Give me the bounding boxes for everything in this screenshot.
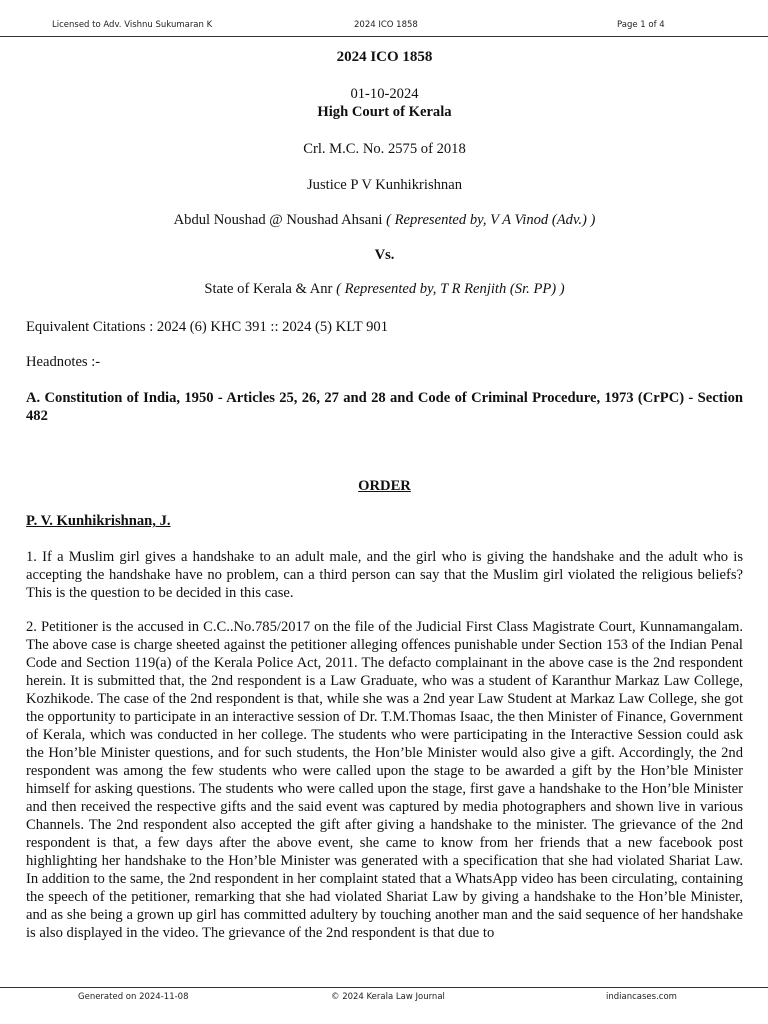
court-name: High Court of Kerala [317, 104, 452, 120]
website-link[interactable]: indiancases.com [606, 992, 677, 1002]
judgment-date: 01-10-2024 [350, 86, 419, 102]
case-number: Crl. M.C. No. 2575 of 2018 [303, 141, 466, 157]
author-judge: P. V. Kunhikrishnan, J. [26, 513, 171, 529]
page-header [0, 20, 768, 36]
order-heading: ORDER [358, 478, 411, 494]
page-footer [0, 992, 768, 1008]
header-citation: 2024 ICO 1858 [354, 20, 418, 30]
document-title: 2024 ICO 1858 [336, 49, 433, 65]
footer-divider [0, 987, 768, 988]
generated-date: Generated on 2024-11-08 [78, 992, 189, 1002]
copyright-text: © 2024 Kerala Law Journal [331, 992, 445, 1002]
petitioner-representation: ( Represented by, V A Vinod (Adv.) ) [386, 212, 596, 228]
paragraph-1: 1. If a Muslim girl gives a handshake to an adult male, and the girl who is giving the handshake and the adult who is accepting the handshake have no problem, can a third person can say that the Muslim girl violated the religious beliefs? This is the question to be decided in this case. [26, 549, 743, 601]
judge-name: Justice P V Kunhikrishnan [307, 177, 462, 193]
headnote-a: A. Constitution of India, 1950 - Articles 25, 26, 27 and 28 and Code of Criminal Procedure, 1973 (CrPC) - Section 482 [26, 390, 743, 424]
respondent-name: State of Kerala & Anr [204, 281, 333, 297]
page-number: Page 1 of 4 [617, 20, 665, 30]
versus-label: Vs. [374, 247, 395, 263]
license-text: Licensed to Adv. Vishnu Sukumaran K [52, 20, 213, 30]
paragraph-2: 2. Petitioner is the accused in C.C..No.785/2017 on the file of the Judicial First Class Magistrate Court, Kunnamangalam. The above case is charge sheeted against the petitioner alleging offences punishable under Section 153 of the Indian Penal Code and Section 119(a) of the Kerala Police Act, 2011. The defacto complainant in the above case is the 2nd respondent herein. It is submitted that, the 2nd respondent is a Law Graduate, who was a student of Karanthur Markaz Law College, Kozhikode. The case of the 2nd respondent is that, while she was a 2nd year Law Student at Markaz Law College, she got the opportunity to participate in an interactive session of Dr. T.M.Thomas Isaac, the then Minister of Finance, Government of Kerala, which was conducted in her college. The students who were participating in the Interactive Session could ask the Hon’ble Minister questions, and for such students, the Hon’ble Minister would also give a gift. Accordingly, the 2nd respondent was among the few students who were called upon the stage to be awarded a gift by the Hon’ble Minister himself for asking questions. The students who were called upon the stage, first gave a handshake to the Hon’ble Minister and then received the respective gifts and the said event was captured by media photographers and shown live in various Channels. The 2nd respondent also accepted the gift after giving a handshake to the minister. The grievance of the 2nd respondent is that, a few days after the above event, she came to know from her friends that a new facebook post highlighting her handshake to the Hon’ble Minister was generated with a specification that she had violated Shariat Law. In addition to the same, the 2nd respondent in her complaint stated that a WhatsApp video has been circulating, containing the speech of the petitioner, remarking that she had violated Shariat Law by giving a handshake to the Hon’ble Minister, and as she being a grown up girl has committed adultery by touching another man and the said sequence of her handshake is also displayed in the video. The grievance of the 2nd respondent is that due to [26, 619, 743, 941]
petitioner-name: Abdul Noushad @ Noushad Ahsani [173, 212, 383, 228]
equivalent-citations: Equivalent Citations : 2024 (6) KHC 391 :: 2024 (5) KLT 901 [26, 319, 388, 335]
respondent-line [26, 280, 743, 298]
respondent-representation: ( Represented by, T R Renjith (Sr. PP) ) [336, 281, 565, 297]
headnotes-label: Headnotes :- [26, 354, 101, 370]
petitioner-line [26, 211, 743, 229]
document-body [26, 36, 743, 942]
